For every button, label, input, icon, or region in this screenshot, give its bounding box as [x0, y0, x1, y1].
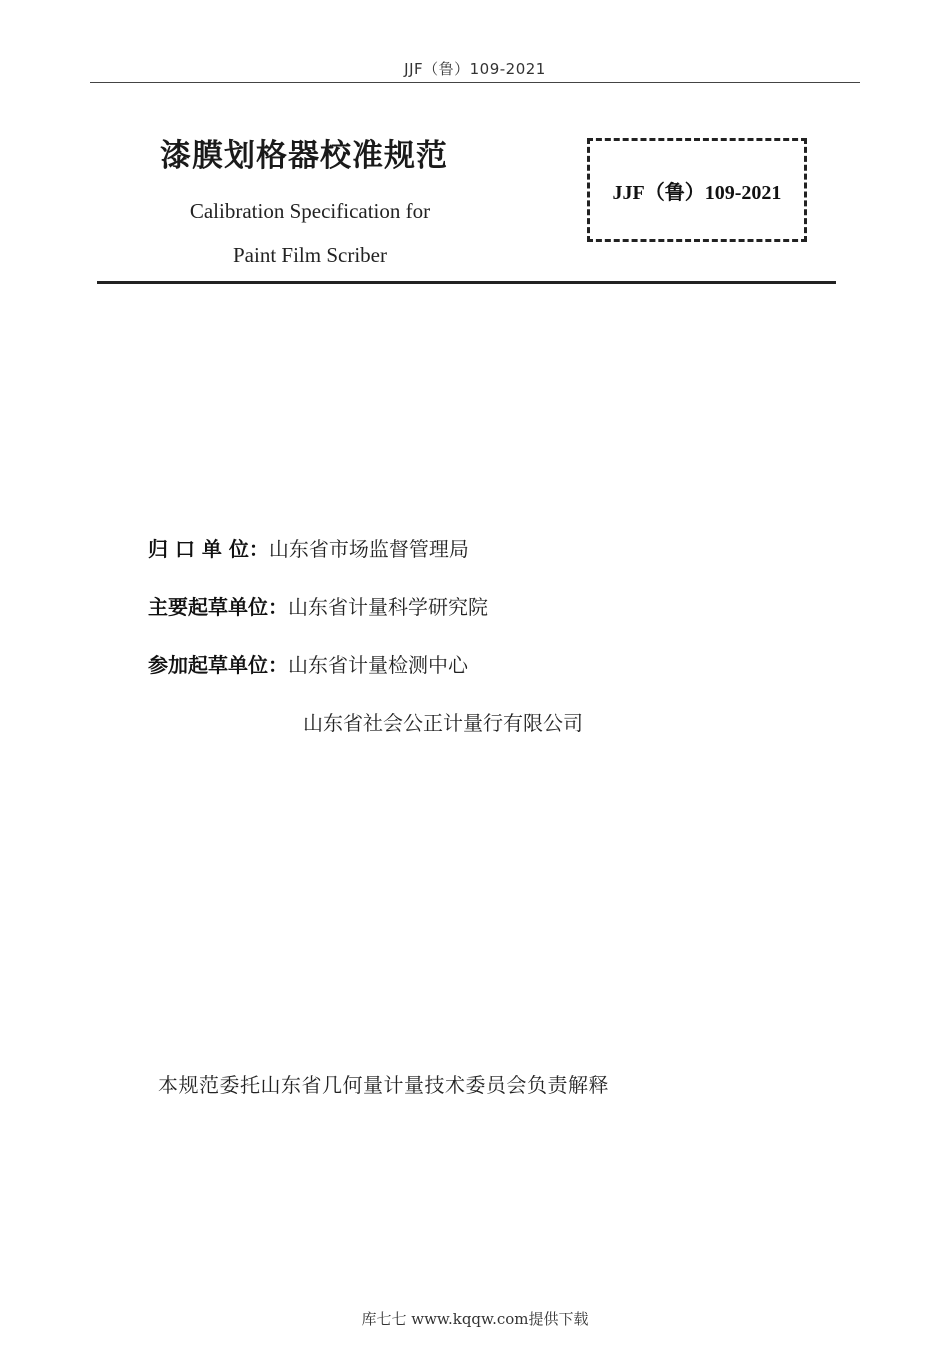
participating-unit-value-1: 山东省计量检测中心: [288, 653, 468, 677]
document-title-english-line-2: Paint Film Scriber: [233, 243, 387, 267]
standard-code-box: [587, 138, 807, 242]
header-rule: [90, 82, 860, 83]
responsible-unit-label: 归 口 单 位：: [148, 537, 269, 561]
standard-code: JJF（鲁）109-2021: [612, 181, 782, 204]
participating-unit-row: [148, 649, 468, 678]
document-title-chinese: 漆膜划格器校准规范: [160, 138, 448, 174]
participating-unit-label: 参加起草单位：: [148, 653, 288, 677]
main-drafting-unit-label: 主要起草单位：: [148, 595, 288, 619]
download-footer-note: 库七七 www.kqqw.com提供下载: [361, 1310, 589, 1328]
title-rule: [97, 281, 836, 284]
interpretation-statement: 本规范委托山东省几何量计量技术委员会负责解释: [158, 1073, 609, 1097]
main-drafting-unit-value: 山东省计量科学研究院: [288, 595, 488, 619]
responsible-unit-row: [148, 533, 469, 562]
document-title-english-line-1: Calibration Specification for: [189, 199, 431, 223]
running-header-code: JJF（鲁）109-2021: [404, 60, 546, 78]
main-drafting-unit-row: [148, 591, 488, 620]
responsible-unit-value: 山东省市场监督管理局: [268, 537, 469, 561]
participating-unit-value-2: 山东省社会公正计量行有限公司: [303, 711, 583, 735]
